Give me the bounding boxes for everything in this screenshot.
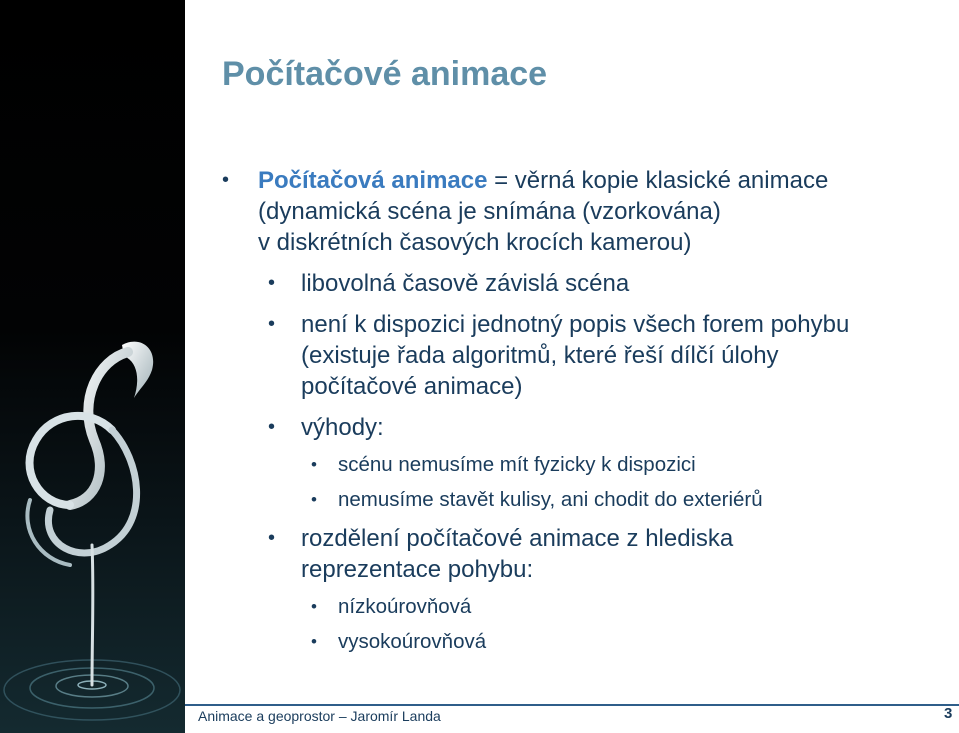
bullet-item-animation-definition <box>218 165 943 258</box>
bullet-icon: • <box>222 169 230 191</box>
bullet-icon: • <box>311 455 317 474</box>
bullet-icon: • <box>268 313 276 335</box>
bullet-item-time-dependent-scene <box>218 268 943 299</box>
bullet-icon: • <box>268 272 276 294</box>
bullet-icon: • <box>311 597 317 616</box>
highlighted-term: Počítačová animace <box>258 167 488 194</box>
bullet-text: není k dispozici jednotný popis všech forem pohybu <box>301 311 850 338</box>
bullet-text: reprezentace pohybu: <box>301 556 534 583</box>
sub-bullet-text: nízkoúrovňová <box>338 595 472 618</box>
bullet-list <box>218 165 943 655</box>
bullet-icon: • <box>268 416 276 438</box>
slide-title: Počítačové animace <box>222 55 548 93</box>
footer-caption: Animace a geoprostor – Jaromír Landa <box>198 708 441 724</box>
bullet-text: rozdělení počítačové animace z hlediska <box>301 525 734 552</box>
bullet-text: výhody: <box>301 414 384 441</box>
sub-bullet-text: scénu nemusíme mít fyzicky k dispozici <box>338 453 696 476</box>
flamingo-logo-icon <box>0 0 185 733</box>
sub-bullet-item <box>218 593 943 620</box>
bullet-item-advantages <box>218 412 943 443</box>
page-number: 3 <box>944 705 953 722</box>
bullet-text: libovolná časově závislá scéna <box>301 270 630 297</box>
bullet-icon: • <box>311 632 317 651</box>
bullet-text: (existuje řada algoritmů, které řeší dílčí úlohy <box>301 342 779 369</box>
bullet-item-no-unified-description <box>218 309 943 402</box>
sub-bullet-text: nemusíme stavět kulisy, ani chodit do exteriérů <box>338 488 763 511</box>
definition-line: (dynamická scéna je snímána (vzorkována) <box>258 198 721 225</box>
decorative-side-panel <box>0 0 185 733</box>
bullet-item-motion-representation <box>218 523 943 585</box>
bullet-icon: • <box>311 490 317 509</box>
bullet-icon: • <box>268 527 276 549</box>
sub-bullet-item <box>218 486 943 513</box>
bullet-text: počítačové animace) <box>301 373 523 400</box>
definition-line: v diskrétních časových krocích kamerou) <box>258 229 692 256</box>
sub-bullet-text: vysokoúrovňová <box>338 630 487 653</box>
footer-divider <box>185 704 959 706</box>
definition-text: = věrná kopie klasické animace <box>487 167 829 194</box>
sub-bullet-item <box>218 628 943 655</box>
sub-bullet-item <box>218 451 943 478</box>
